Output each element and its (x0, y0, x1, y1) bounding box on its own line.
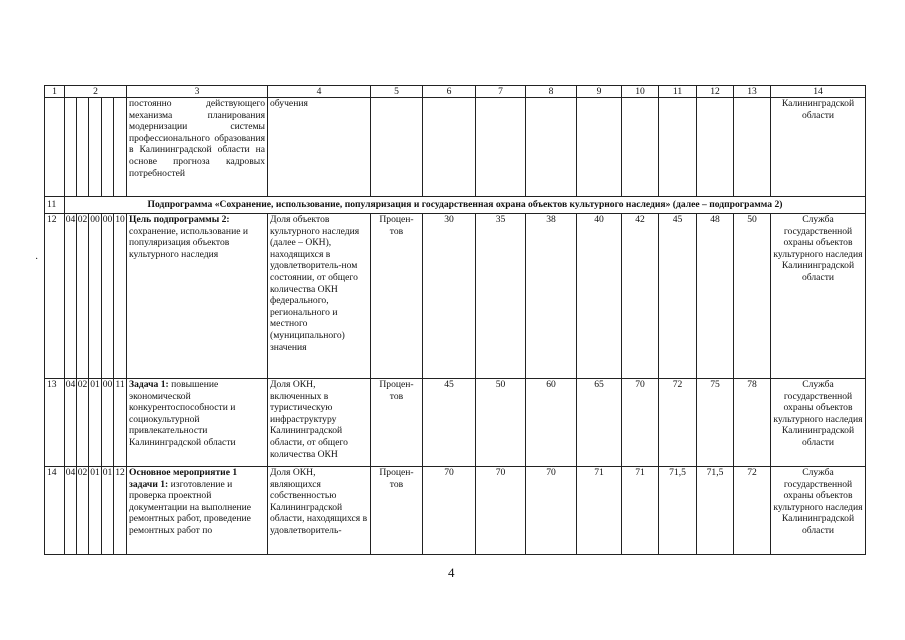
unit-cell: Процен-тов (371, 467, 423, 555)
row-number: 11 (45, 197, 65, 214)
measure-name-text: изготовление и проверка проектной документации на выполнение ремонтных работ, проведение ремонтных работ по (129, 478, 251, 536)
header-cell: 11 (659, 86, 697, 98)
indicator-cell: Доля ОКН, являющихся собственностью Калининградской области, находящихся в удовлетворитель- (268, 467, 371, 555)
value-cell: 71,5 (659, 467, 697, 555)
code-cell: 02 (77, 214, 89, 379)
header-cell: 8 (526, 86, 577, 98)
value-cell: 72 (734, 467, 771, 555)
code-cell: 04 (65, 379, 77, 467)
value-cell: 42 (622, 214, 659, 379)
value-cell: 50 (476, 379, 526, 467)
value-cell: 45 (659, 214, 697, 379)
measure-name-cell (127, 467, 268, 555)
header-cell: 14 (771, 86, 866, 98)
measure-name-bold: Основное мероприятие 1 задачи 1: (129, 467, 238, 490)
value-cell: 71,5 (697, 467, 734, 555)
code-cell: 01 (89, 467, 102, 555)
code-cell: 01 (89, 379, 102, 467)
measure-name-bold: Задача 1: (129, 379, 169, 390)
executor-cell: Служба государственной охраны объектов культурного наследия Калининградской области (771, 379, 866, 467)
header-cell: 2 (65, 86, 127, 98)
value-cell: 30 (423, 214, 476, 379)
code-cell: 00 (102, 214, 114, 379)
row-number: 14 (45, 467, 65, 555)
row-number: 12 (45, 214, 65, 379)
code-cell: 04 (65, 467, 77, 555)
executor-cell: Служба государственной охраны объектов культурного наследия Калининградской области (771, 467, 866, 555)
code-cell: 12 (114, 467, 127, 555)
header-cell: 10 (622, 86, 659, 98)
value-cell: 72 (659, 379, 697, 467)
subprogram-row (45, 197, 866, 214)
indicator-cell: Доля объектов культурного наследия (далее – ОКН), находящихся в удовлетворитель-ном состоянии, от общего количества ОКН федерального, регионального и местного (муниципального) значения (268, 214, 371, 379)
value-cell: 78 (734, 379, 771, 467)
code-cell: 00 (102, 379, 114, 467)
measure-name-text: повышение экономической конкурентоспособности и социокультурной привлекательности Калининградской области (129, 379, 236, 448)
table-row (45, 467, 866, 555)
value-cell: 70 (526, 467, 577, 555)
measure-name-text: сохранение, использование и популяризация объектов культурного наследия (129, 225, 248, 260)
value-cell: 75 (697, 379, 734, 467)
code-cell: 02 (77, 467, 89, 555)
header-cell: 1 (45, 86, 65, 98)
header-cell: 13 (734, 86, 771, 98)
value-cell: 60 (526, 379, 577, 467)
margin-mark: · (35, 254, 39, 265)
indicator-cell: Доля ОКН, включенных в туристическую инфраструктуру Калининградской области, от общего количества ОКН (268, 379, 371, 467)
value-cell: 70 (476, 467, 526, 555)
unit-cell: Процен-тов (371, 214, 423, 379)
header-cell: 6 (423, 86, 476, 98)
measure-name-cell (127, 379, 268, 467)
table-row (45, 98, 866, 197)
measure-name-bold: Цель подпрограммы 2: (129, 214, 230, 225)
subprogram-title: Подпрограмма «Сохранение, использование, популяризация и государственная охрана объектов культурного наследия» (далее – подпрограмма 2) (65, 197, 866, 214)
value-cell: 40 (577, 214, 622, 379)
header-cell: 5 (371, 86, 423, 98)
value-cell: 35 (476, 214, 526, 379)
column-number-row (45, 86, 866, 98)
value-cell: 50 (734, 214, 771, 379)
value-cell: 70 (622, 379, 659, 467)
row-number: 13 (45, 379, 65, 467)
code-cell: 10 (114, 214, 127, 379)
value-cell: 71 (622, 467, 659, 555)
header-cell: 12 (697, 86, 734, 98)
code-cell: 02 (77, 379, 89, 467)
program-table (44, 85, 866, 555)
value-cell: 65 (577, 379, 622, 467)
executor-cell: Калининградской области (771, 98, 866, 197)
code-cell: 01 (102, 467, 114, 555)
header-cell: 3 (127, 86, 268, 98)
table-row (45, 379, 866, 467)
measure-name-cell (127, 214, 268, 379)
header-cell: 9 (577, 86, 622, 98)
table-row (45, 214, 866, 379)
code-cell: 11 (114, 379, 127, 467)
measure-name-cell: постоянно действующего механизма планирования модернизации системы профессионального образования в Калининградской области на основе прогноза кадровых потребностей (127, 98, 268, 197)
value-cell: 38 (526, 214, 577, 379)
header-cell: 7 (476, 86, 526, 98)
value-cell: 48 (697, 214, 734, 379)
unit-cell: Процен-тов (371, 379, 423, 467)
code-cell: 00 (89, 214, 102, 379)
value-cell: 71 (577, 467, 622, 555)
code-cell: 04 (65, 214, 77, 379)
executor-cell: Служба государственной охраны объектов культурного наследия Калининградской области (771, 214, 866, 379)
header-cell: 4 (268, 86, 371, 98)
value-cell: 45 (423, 379, 476, 467)
page-number: 4 (448, 565, 455, 580)
indicator-cell: обучения (268, 98, 371, 197)
value-cell: 70 (423, 467, 476, 555)
